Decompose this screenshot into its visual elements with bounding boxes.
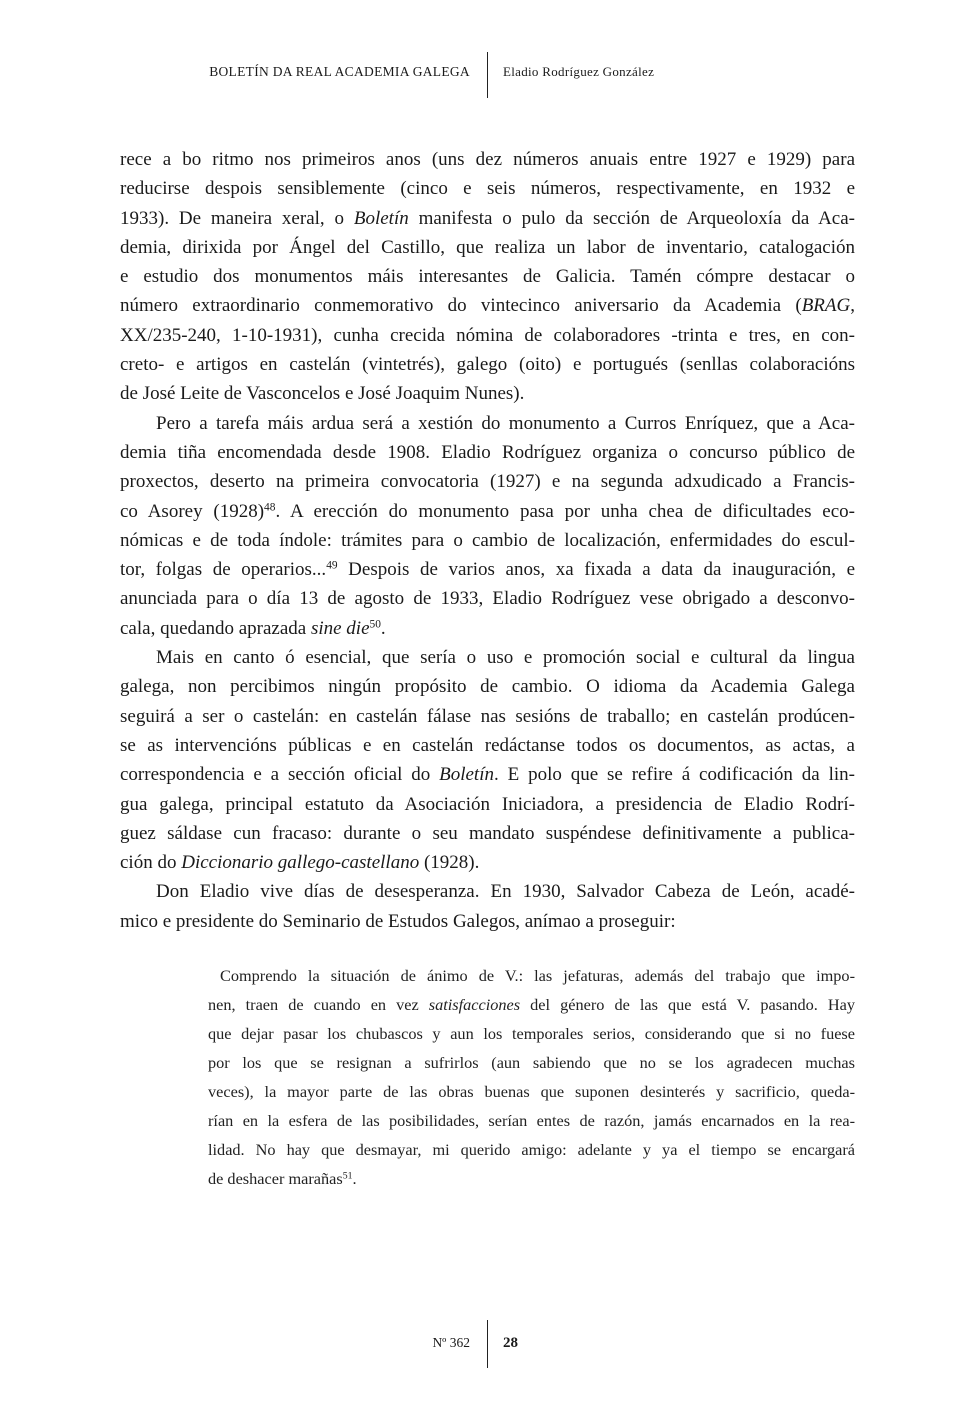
text-run: nómicas e de toda índole: trámites para o cambio de localización, enfermidades do escul- xyxy=(120,529,855,551)
text-run: . xyxy=(352,1169,357,1188)
block-quote xyxy=(208,961,855,1193)
text-line xyxy=(120,291,855,320)
text-run: veces), la mayor parte de las obras buenas que suponen desinterés y sacrificio, queda- xyxy=(208,1082,855,1101)
text-run: gua galega, principal estatuto da Asociación Iniciadora, a presidencia de Eladio Rodrí- xyxy=(120,793,855,815)
text-run: ción do xyxy=(120,852,182,874)
text-line xyxy=(208,1164,855,1193)
text-line xyxy=(120,848,855,877)
text-line xyxy=(120,438,855,467)
body-text xyxy=(120,145,855,936)
italic-text: satisfacciones xyxy=(428,995,521,1014)
text-run: manifesta o pulo da sección de Arqueoloxía da Aca- xyxy=(408,207,855,229)
text-run: . E polo que se refire á codificación da lin- xyxy=(493,764,855,786)
text-run: de deshacer marañas xyxy=(208,1169,343,1188)
text-line xyxy=(120,672,855,701)
text-line xyxy=(120,819,855,848)
text-run: mico e presidente do Seminario de Estudos Galegos, anímao a proseguir: xyxy=(120,910,676,932)
text-run: guez sáldase cun fracaso: durante o seu mandato suspéndese definitivamente a publica- xyxy=(120,822,855,844)
text-line xyxy=(120,760,855,789)
text-line xyxy=(120,233,855,262)
footnote-ref: 49 xyxy=(326,559,338,572)
text-line xyxy=(120,790,855,819)
text-run: rece a bo ritmo nos primeiros anos (uns dez números anuais entre 1927 e 1929) para xyxy=(120,149,855,170)
article-author: Eladio Rodríguez González xyxy=(503,64,655,79)
text-line xyxy=(208,1077,855,1106)
text-run: co Asorey (1928) xyxy=(120,500,265,522)
text-run: se as intervencións públicas e en castelán redáctanse todos os documentos, as actas, a xyxy=(120,734,855,756)
text-line xyxy=(120,526,855,555)
text-run: galega, non percibimos ningún propósito de cambio. O idioma da Academia Galega xyxy=(120,676,855,698)
text-run: . A erección do monumento pasa por unha chea de dificultades eco- xyxy=(275,500,855,522)
text-run: que dejar pasar los chubascos y aun los temporales serios, considerando que si no fuese xyxy=(208,1024,855,1043)
text-line xyxy=(120,321,855,350)
text-line xyxy=(120,614,855,643)
text-run: lidad. No hay que desmayar, mi querido amigo: adelante y ya el tiempo se encargará xyxy=(208,1140,855,1159)
text-line xyxy=(120,907,855,936)
text-line xyxy=(120,145,855,174)
text-line xyxy=(120,555,855,584)
text-run: demia, dirixida por Ángel del Castillo, que realiza un labor de inventario, catalogación xyxy=(120,236,855,258)
text-run: creto- e artigos en castelán (vintetrés), galego (oito) e portugués (senllas colaboracións xyxy=(120,354,855,376)
italic-text: Diccionario gallego-castellano xyxy=(181,852,420,874)
text-run: proxectos, deserto na primeira convocatoria (1927) e na segunda adxudicado a Francis- xyxy=(120,471,855,493)
issue-number: Nº 362 xyxy=(432,1335,470,1350)
text-line xyxy=(208,1048,855,1077)
text-line xyxy=(120,584,855,613)
text-line xyxy=(208,961,855,990)
text-run: seguirá a ser o castelán: en castelán fálase nas sesións de traballo; en castelán prodúcen- xyxy=(120,705,855,727)
text-run: nen, traen de cuando en vez xyxy=(208,995,429,1014)
italic-text: BRAG xyxy=(801,295,851,317)
text-run: Don Eladio vive días de desesperanza. En 1930, Salvador Cabeza de León, acadé- xyxy=(156,881,855,903)
text-run: XX/235-240, 1-10-1931), cunha crecida nómina de colaboradores -trinta e tres, en con- xyxy=(120,324,855,346)
text-line xyxy=(208,1019,855,1048)
text-run: e estudio dos monumentos máis interesantes de Galicia. Tamén cómpre destacar o xyxy=(120,266,855,288)
text-run: número extraordinario conmemorativo do vintecinco aniversario da Academia ( xyxy=(120,295,802,317)
text-line xyxy=(120,497,855,526)
text-run: del género de las que está V. pasando. Hay xyxy=(520,995,855,1014)
text-line xyxy=(120,643,855,672)
text-line xyxy=(208,990,855,1019)
text-line xyxy=(120,409,855,438)
italic-text: sine die xyxy=(310,617,370,639)
text-line xyxy=(120,379,855,408)
text-run: Mais en canto ó esencial, que sería o uso e promoción social e cultural da lingua xyxy=(156,647,855,669)
text-run: demia tiña encomendada desde 1908. Eladio Rodríguez organiza o concurso público de xyxy=(120,441,855,463)
text-run: 1933). De maneira xeral, o xyxy=(120,207,354,229)
text-line xyxy=(120,702,855,731)
text-line xyxy=(120,467,855,496)
footer-divider xyxy=(487,1320,488,1368)
text-run: rían en la esfera de las posibilidades, serían entes de razón, jamás encarnados en la rea- xyxy=(208,1111,855,1130)
text-run: anunciada para o día 13 de agosto de 1933, Eladio Rodríguez vese obrigado a desconvo- xyxy=(120,588,855,610)
text-line xyxy=(120,262,855,291)
footnote-ref: 48 xyxy=(264,501,276,514)
text-line xyxy=(120,204,855,233)
footnote-ref: 50 xyxy=(369,618,381,631)
text-run: Pero a tarefa máis ardua será a xestión do monumento a Curros Enríquez, que a Aca- xyxy=(156,412,855,434)
text-run: (1928). xyxy=(419,852,480,874)
text-run: . xyxy=(380,617,386,639)
text-line xyxy=(120,731,855,760)
journal-title: BOLETÍN DA REAL ACADEMIA GALEGA xyxy=(209,64,470,79)
text-run: por los que se resignan a sufrirlos (aun sabiendo que no se los agradecen muchas xyxy=(208,1053,855,1072)
text-run: Comprendo la situación de ánimo de V.: las jefaturas, además del trabajo que impo- xyxy=(220,966,855,985)
page-number: 28 xyxy=(503,1335,518,1351)
text-line xyxy=(120,350,855,379)
text-run: tor, folgas de operarios... xyxy=(120,559,327,581)
text-run: cala, quedando aprazada xyxy=(120,617,311,639)
text-line xyxy=(120,877,855,906)
text-line xyxy=(208,1106,855,1135)
text-run: , xyxy=(850,295,855,317)
text-run: reducirse despois sensiblemente (cinco e seis números, respectivamente, en 1932 e xyxy=(120,178,855,200)
footnote-ref: 51 xyxy=(342,1170,353,1182)
text-line xyxy=(120,174,855,203)
text-run: de José Leite de Vasconcelos e José Joaquim Nunes). xyxy=(120,383,525,405)
italic-text: Boletín xyxy=(439,764,494,786)
italic-text: Boletín xyxy=(353,207,409,229)
text-run: Despois de varios anos, xa fixada a data da inauguración, e xyxy=(337,559,856,581)
header-divider xyxy=(487,52,488,98)
text-line xyxy=(208,1135,855,1164)
text-run: correspondencia e a sección oficial do xyxy=(120,764,440,786)
